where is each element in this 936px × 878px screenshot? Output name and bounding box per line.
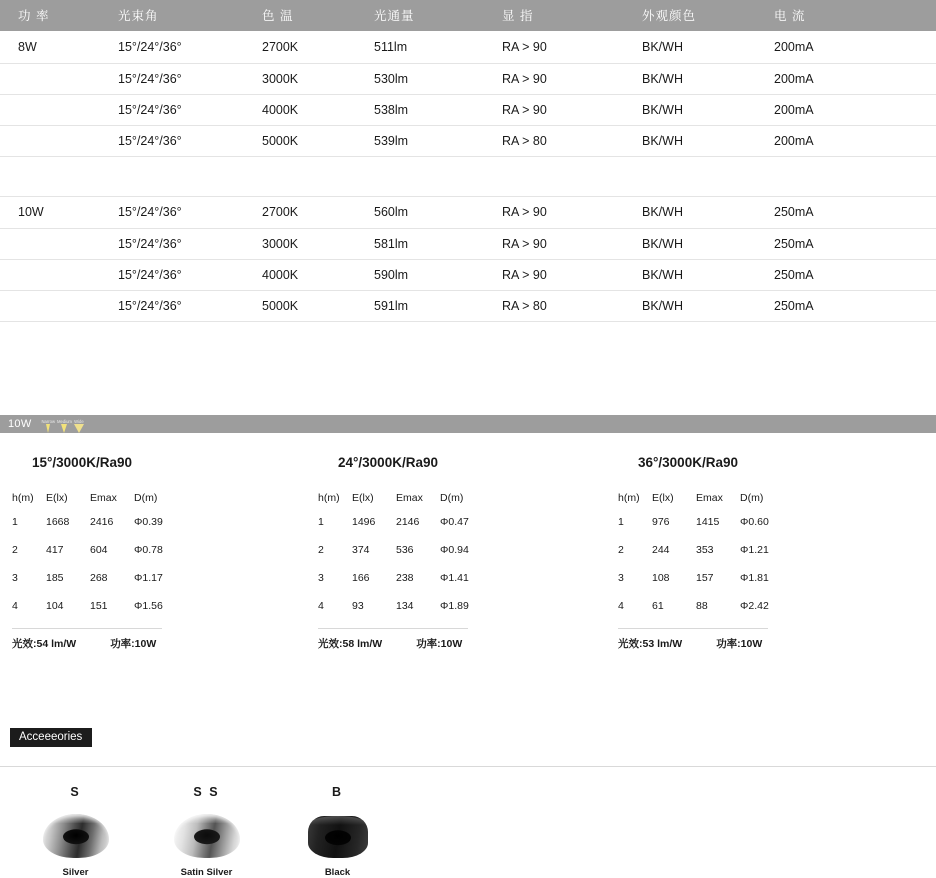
cell-height: 3	[12, 572, 18, 584]
efficacy-value: 光效:58 lm/W	[318, 638, 383, 650]
col-header-illuminance: E(lx)	[652, 492, 674, 504]
col-header-illuminance: E(lx)	[46, 492, 68, 504]
cell-cri: RA > 90	[502, 196, 642, 228]
cone-shape	[46, 424, 50, 433]
table-row	[318, 516, 500, 544]
photometric-section-bar	[0, 415, 936, 433]
cell-emax: 2416	[90, 516, 114, 528]
cell-illuminance: 1668	[46, 516, 70, 528]
cell-cct: 4000K	[262, 94, 374, 125]
reflector-satin-silver-image	[141, 810, 272, 858]
table-header-row	[618, 492, 800, 516]
cell-power: 8W	[0, 31, 118, 63]
cell-height: 1	[618, 516, 624, 528]
cell-emax: 157	[696, 572, 714, 584]
accessories-list	[0, 785, 936, 878]
cell-current: 250mA	[774, 290, 936, 321]
efficacy-value: 光效:53 lm/W	[618, 638, 683, 650]
cell-illuminance: 1496	[352, 516, 376, 528]
accessory-code: B	[331, 784, 344, 799]
cell-power	[0, 125, 118, 156]
table-row	[0, 290, 936, 321]
cell-height: 4	[618, 600, 624, 612]
cell-finish: BK/WH	[642, 228, 774, 259]
cell-cri: RA > 80	[502, 290, 642, 321]
cell-height: 4	[12, 600, 18, 612]
table-row	[618, 572, 800, 600]
power-value: 功率:10W	[110, 638, 157, 650]
cell-power	[0, 228, 118, 259]
spec-table-header	[0, 0, 936, 31]
accessories-title-bar	[10, 728, 92, 747]
block-title: 24°/3000K/Ra90	[338, 455, 438, 470]
table-row	[0, 125, 936, 156]
accessory-code: S S	[193, 784, 220, 799]
cell-emax: 1415	[696, 516, 720, 528]
table-row	[12, 600, 194, 628]
beam-icon-group	[42, 415, 84, 433]
col-header-diameter: D(m)	[134, 492, 158, 504]
cell-diameter: Φ0.78	[134, 544, 163, 556]
cell-finish: BK/WH	[642, 94, 774, 125]
cell-diameter: Φ1.81	[740, 572, 769, 584]
accessory-item-black[interactable]	[272, 785, 403, 878]
cell-power: 10W	[0, 196, 118, 228]
cell-diameter: Φ0.94	[440, 544, 469, 556]
spec-table-body	[0, 31, 936, 366]
beam-medium-icon: Medium	[57, 415, 72, 433]
accessories-title: Acceeeories	[19, 731, 83, 743]
photometric-block-36deg	[610, 455, 910, 651]
col-header-height: h(m)	[618, 492, 640, 504]
table-group-spacer	[0, 156, 936, 196]
cell-current: 200mA	[774, 63, 936, 94]
col-header-emax: Emax	[90, 492, 117, 504]
cell-diameter: Φ2.42	[740, 600, 769, 612]
cell-cct: 3000K	[262, 228, 374, 259]
accessory-name: Black	[324, 866, 351, 878]
cell-illuminance: 244	[652, 544, 670, 556]
cell-finish: BK/WH	[642, 125, 774, 156]
specification-table	[0, 0, 936, 366]
table-row	[0, 196, 936, 228]
cell-height: 1	[12, 516, 18, 528]
col-header-illuminance: E(lx)	[352, 492, 374, 504]
efficacy-value: 光效:54 lm/W	[12, 638, 77, 650]
cell-lumen: 560lm	[374, 196, 502, 228]
cell-illuminance: 417	[46, 544, 64, 556]
reflector-shape	[43, 814, 109, 858]
photometric-table	[618, 492, 800, 628]
col-header-diameter: D(m)	[440, 492, 464, 504]
col-header-lumen: 光通量	[374, 0, 502, 31]
cell-illuminance: 61	[652, 600, 664, 612]
cell-cct: 2700K	[262, 196, 374, 228]
reflector-aperture	[63, 829, 89, 844]
cell-illuminance: 104	[46, 600, 64, 612]
accessory-name: Satin Silver	[180, 866, 233, 878]
reflector-silver-image	[10, 810, 141, 858]
accessory-item-satin-silver[interactable]	[141, 785, 272, 878]
cell-illuminance: 976	[652, 516, 670, 528]
cell-beam-angle: 15°/24°/36°	[118, 63, 262, 94]
table-row	[0, 259, 936, 290]
cell-emax: 238	[396, 572, 414, 584]
table-header-row	[12, 492, 194, 516]
cell-emax: 2146	[396, 516, 420, 528]
cell-finish: BK/WH	[642, 290, 774, 321]
cell-cri: RA > 90	[502, 31, 642, 63]
cell-cct: 5000K	[262, 125, 374, 156]
cell-cri: RA > 90	[502, 259, 642, 290]
cell-cri: RA > 80	[502, 125, 642, 156]
cell-emax: 88	[696, 600, 708, 612]
photometric-table	[12, 492, 194, 628]
cell-cct: 3000K	[262, 63, 374, 94]
table-row	[12, 572, 194, 600]
cell-emax: 268	[90, 572, 108, 584]
cell-power	[0, 94, 118, 125]
reflector-rim	[174, 814, 240, 823]
table-row	[318, 600, 500, 628]
cell-beam-angle: 15°/24°/36°	[118, 228, 262, 259]
accessory-code: S	[70, 784, 81, 799]
cell-emax: 536	[396, 544, 414, 556]
cell-beam-angle: 15°/24°/36°	[118, 290, 262, 321]
photometric-block-24deg	[310, 455, 610, 651]
table-row	[0, 94, 936, 125]
beam-narrow-icon: Narrow	[42, 415, 56, 433]
cone-shape	[61, 424, 67, 433]
table-row	[0, 228, 936, 259]
table-row	[618, 544, 800, 572]
cell-illuminance: 93	[352, 600, 364, 612]
cell-beam-angle: 15°/24°/36°	[118, 259, 262, 290]
reflector-shape	[174, 814, 240, 858]
table-row	[618, 600, 800, 628]
reflector-aperture	[194, 829, 220, 844]
cell-beam-angle: 15°/24°/36°	[118, 31, 262, 63]
cell-power	[0, 63, 118, 94]
photometric-block-15deg	[10, 455, 310, 651]
cell-cri: RA > 90	[502, 94, 642, 125]
cell-diameter: Φ0.39	[134, 516, 163, 528]
col-header-finish: 外观颜色	[642, 0, 774, 31]
reflector-black-image	[272, 810, 403, 858]
cell-current: 200mA	[774, 125, 936, 156]
photometric-footer	[318, 628, 468, 651]
cell-diameter: Φ0.60	[740, 516, 769, 528]
cell-current: 250mA	[774, 228, 936, 259]
cell-finish: BK/WH	[642, 196, 774, 228]
cell-height: 2	[618, 544, 624, 556]
cell-height: 3	[318, 572, 324, 584]
photometric-power-label: 10W	[8, 418, 32, 430]
block-title: 36°/3000K/Ra90	[638, 455, 738, 470]
cell-cct: 4000K	[262, 259, 374, 290]
table-header-row	[0, 0, 936, 31]
cell-power	[0, 259, 118, 290]
cell-beam-angle: 15°/24°/36°	[118, 196, 262, 228]
table-row	[12, 516, 194, 544]
cell-beam-angle: 15°/24°/36°	[118, 125, 262, 156]
beam-wide-icon: Wide	[74, 415, 84, 433]
cell-height: 2	[12, 544, 18, 556]
cell-illuminance: 185	[46, 572, 64, 584]
reflector-rim	[308, 816, 368, 825]
reflector-rim	[43, 814, 109, 823]
cell-emax: 151	[90, 600, 108, 612]
accessory-name: Silver	[62, 866, 89, 878]
col-header-cct: 色 温	[262, 0, 374, 31]
cell-diameter: Φ1.89	[440, 600, 469, 612]
cell-power	[0, 290, 118, 321]
cell-cct: 5000K	[262, 290, 374, 321]
reflector-shape	[308, 816, 368, 858]
cell-finish: BK/WH	[642, 31, 774, 63]
cell-height: 2	[318, 544, 324, 556]
power-value: 功率:10W	[416, 638, 463, 650]
cell-height: 1	[318, 516, 324, 528]
reflector-aperture	[325, 830, 351, 845]
cell-lumen: 581lm	[374, 228, 502, 259]
col-header-beam-angle: 光束角	[118, 0, 262, 31]
cell-emax: 604	[90, 544, 108, 556]
cell-cri: RA > 90	[502, 63, 642, 94]
cell-height: 3	[618, 572, 624, 584]
col-header-current: 电 流	[774, 0, 936, 31]
cell-current: 200mA	[774, 94, 936, 125]
cell-illuminance: 166	[352, 572, 370, 584]
cell-lumen: 538lm	[374, 94, 502, 125]
table-row	[0, 63, 936, 94]
cell-cct: 2700K	[262, 31, 374, 63]
cell-current: 250mA	[774, 259, 936, 290]
photometric-footer	[618, 628, 768, 651]
table-row	[0, 31, 936, 63]
cell-lumen: 539lm	[374, 125, 502, 156]
table-row	[12, 544, 194, 572]
col-header-height: h(m)	[12, 492, 34, 504]
power-value: 功率:10W	[716, 638, 763, 650]
photometric-footer	[12, 628, 162, 651]
accessories-divider	[0, 766, 936, 767]
cell-finish: BK/WH	[642, 63, 774, 94]
photometric-table	[318, 492, 500, 628]
cell-diameter: Φ0.47	[440, 516, 469, 528]
table-tail-spacer	[0, 321, 936, 366]
table-header-row	[318, 492, 500, 516]
accessory-item-silver[interactable]	[10, 785, 141, 878]
table-row	[618, 516, 800, 544]
cone-shape	[74, 424, 84, 433]
cell-diameter: Φ1.56	[134, 600, 163, 612]
table-row	[318, 572, 500, 600]
cell-lumen: 511lm	[374, 31, 502, 63]
cell-current: 200mA	[774, 31, 936, 63]
cell-lumen: 591lm	[374, 290, 502, 321]
cell-emax: 353	[696, 544, 714, 556]
col-header-power: 功 率	[0, 0, 118, 31]
cell-finish: BK/WH	[642, 259, 774, 290]
block-title: 15°/3000K/Ra90	[32, 455, 132, 470]
col-header-cri: 显 指	[502, 0, 642, 31]
cell-diameter: Φ1.41	[440, 572, 469, 584]
cell-height: 4	[318, 600, 324, 612]
col-header-height: h(m)	[318, 492, 340, 504]
cell-emax: 134	[396, 600, 414, 612]
table-row	[318, 544, 500, 572]
cell-illuminance: 108	[652, 572, 670, 584]
col-header-emax: Emax	[696, 492, 723, 504]
cell-illuminance: 374	[352, 544, 370, 556]
col-header-diameter: D(m)	[740, 492, 764, 504]
cell-lumen: 590lm	[374, 259, 502, 290]
accessories-section	[0, 727, 936, 878]
cell-diameter: Φ1.21	[740, 544, 769, 556]
col-header-emax: Emax	[396, 492, 423, 504]
cell-beam-angle: 15°/24°/36°	[118, 94, 262, 125]
cell-lumen: 530lm	[374, 63, 502, 94]
cell-cri: RA > 90	[502, 228, 642, 259]
photometric-blocks	[0, 455, 936, 651]
cell-diameter: Φ1.17	[134, 572, 163, 584]
cell-current: 250mA	[774, 196, 936, 228]
